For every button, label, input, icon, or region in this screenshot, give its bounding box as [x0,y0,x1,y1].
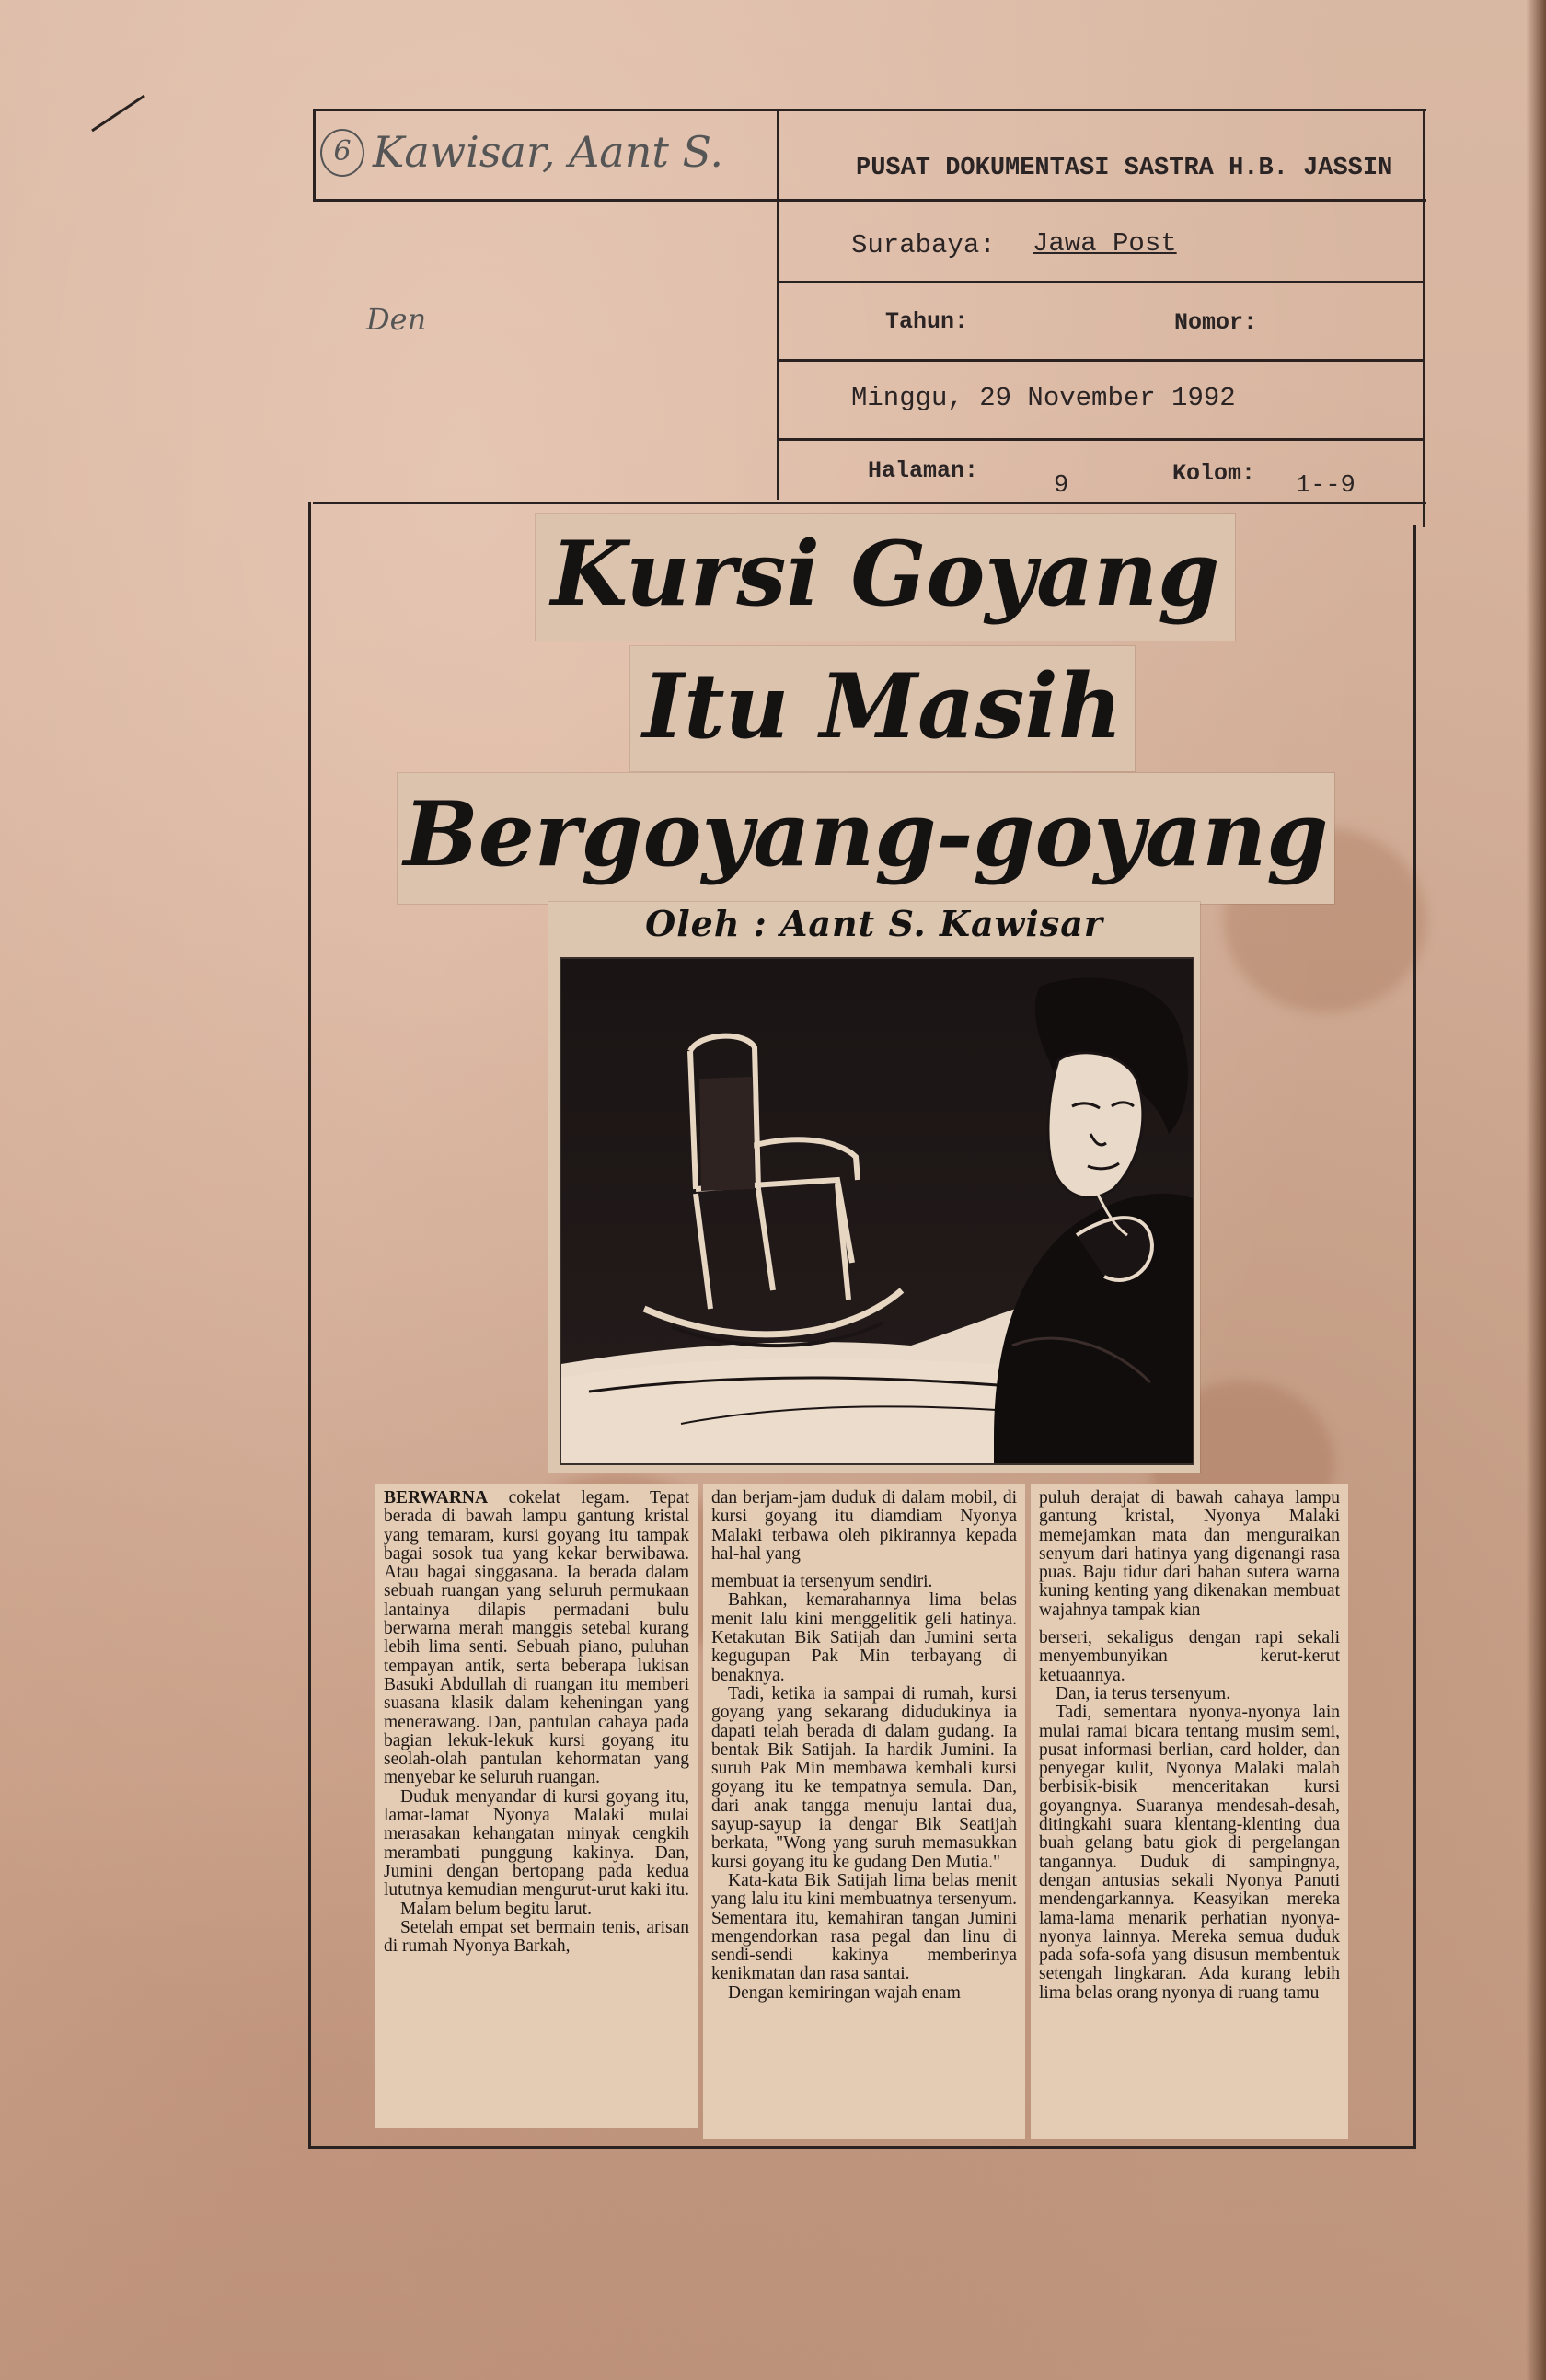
article-paragraph: cokelat legam. Tepat berada di bawah lampu gantung kristal yang temaram, kursi goyang itu tampak bagai sosok tua yang kekar berwibawa. Atau bagai singgasana. Ia berada dalam sebuah ruangan yang seluruh permukaan lantainya dilapis permadani bulu berwarna merah manggis setebal kurang lebih lima senti. Sebuah piano, puluhan tempayan antik, serta beberapa lukisan Basuki Abdullah di ruangan itu memberi suasana klasik dalam keheningan yang menerawang. Dan, pantulan cahaya pada bagian lekuk-lekuk kursi goyang itu seolah-olah pantulan kehormatan yang menyebar ke seluruh ruangan. [384,1488,690,1788]
article-paragraph: Tadi, sementara nyonya-nyonya lain mulai ramai bicara tentang musim semi, pusat informasi berlian, card holder, dan penyegar kulit, Nyonya Malaki malah berbisik-bisik menceritakan kursi goyangnya. Suaranya mendesah-desah, ditingkahi suara klentang-klenting dua buah gelang batu giok di pergelangan tangannya. Duduk di sampingnya, dengan antusias sekali Nyonya Panuti mendengarkannya. Keasyikan mereka lama-lama menarik perhatian nyonya-nyonya lainnya. Mereka semua duduk pada sofa-sofa yang disusun membentuk setengah lingkaran. Ada kurang lebih lima belas orang nyonya di ruang tamu [1039,1703,1340,2003]
article-column-3 [1031,1484,1348,2139]
archive-title: PUSAT DOKUMENTASI SASTRA H.B. JASSIN [856,155,1393,182]
byline: Oleh : Aant S. Kawisar [645,903,1103,944]
date-value: Minggu, 29 November 1992 [851,383,1236,413]
handwritten-number: 6 [320,129,364,177]
clipping-frame-top [313,502,1426,504]
rocking-chair-woman-illustration [561,959,1193,1463]
halaman-value: 9 [1054,472,1069,500]
tahun-label: Tahun: [885,308,969,335]
article-paragraph: membuat ia tersenyum sendiri. [711,1572,933,1592]
clipping-frame-right [1413,525,1416,2149]
pen-mark-icon [87,90,152,136]
kolom-value: 1--9 [1296,472,1356,500]
article-paragraph: Setelah empat set bermain tenis, arisan di rumah Nyonya Barkah, [384,1917,689,1957]
clipping-frame-bottom [308,2146,1416,2149]
halaman-label: Halaman: [868,457,979,484]
article-paragraph: Kata-kata Bik Satijah lima belas menit yang lalu itu kini membuatnya tersenyum. Sementara itu, kemahiran tangan Jumini mengendorkan rasa pegal dan linu di sendi-sendi kakinya memberinya kenikmatan dan rasa santai. [711,1870,1017,1984]
form-row-divider [313,199,1426,202]
source-label: Surabaya: [851,230,996,260]
article-paragraph: puluh derajat di bawah cahaya lampu gantung kristal, Nyonya Malaki memejamkan mata dan menguraikan senyum dari hatinya yang digenangi rasa puas. Baju tidur dari bahan sutera warna kuning kenting yang dikenakan membuat wajahnya tampak kian [1039,1488,1340,1620]
article-lead-word: BERWARNA [384,1488,489,1508]
article-paragraph: Dengan kemiringan wajah enam [728,1982,961,2003]
article-paragraph: Duduk menyandar di kursi goyang itu, lamat-lamat Nyonya Malaki mulai merasakan kehangatan minyak cengkih merambati punggung kakinya. Dan, Jumini dengan bertopang pada kedua lututnya kemudian mengurut-urut kaki itu. [384,1786,689,1901]
form-row-divider [777,359,1425,362]
handwritten-author: Kawisar, Aant S. [373,127,723,177]
article-paragraph: Bahkan, kemarahannya lima belas menit lalu kini menggelitik geli hatinya. Ketakutan Bik Satijah dan Jumini serta kegugupan Pak Min terbayang di benaknya. [711,1590,1017,1685]
article-paragraph: dan berjam-jam duduk di dalam mobil, di kursi goyang itu diamdiam Nyonya Malaki terbawa oleh pikirannya kepada hal-hal yang [711,1488,1017,1564]
title-line-2: Itu Masih [642,654,1123,758]
article-paragraph: Tadi, ketika ia sampai di rumah, kursi goyang yang sekarang didudukinya ia dapati telah berada di dalam gudang. Ia bentak Bik Satijah. Ia hardik Jumini. Ia suruh Pak Min membawa kembali kursi goyang itu ke tempatnya semula. Dan, dari anak tangga menuju lantai dua, sayup-sayup ia dengar Bik Seatijah berkata, "Wong yang suruh memasukkan kursi goyang itu ke gudang Den Mutia." [711,1683,1017,1872]
form-border-left [313,109,316,201]
article-paragraph: Dan, ia terus tersenyum. [1056,1683,1231,1704]
paper-edge [1526,0,1546,2380]
nomor-label: Nomor: [1174,309,1258,336]
handwritten-initial: Den [366,302,427,337]
clipping-frame-left [308,502,311,2149]
form-row-divider [777,281,1425,283]
article-column-1 [375,1484,698,2128]
article-column-2 [703,1484,1025,2139]
source-value: Jawa Post [1033,228,1177,259]
form-row-divider [777,438,1425,441]
title-line-1: Kursi Goyang [550,522,1220,626]
form-border-top [313,109,1426,111]
title-line-3: Bergoyang-goyang [403,782,1329,886]
article-paragraph: Malam belum begitu larut. [400,1899,592,1919]
article-paragraph: berseri, sekaligus dengan rapi sekali menyembunyikan kerut-kerut ketuaannya. [1039,1628,1340,1685]
kolom-label: Kolom: [1172,460,1256,487]
form-column-divider [777,109,779,500]
form-border-right [1423,109,1425,527]
illustration-frame [560,957,1194,1465]
